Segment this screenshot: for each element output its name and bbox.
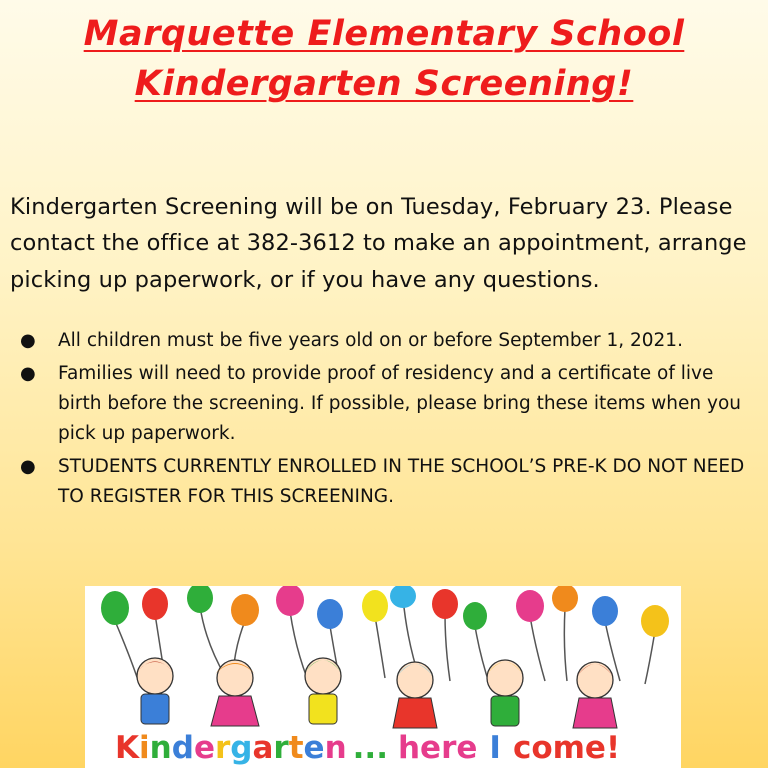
bullet-icon: ● xyxy=(20,330,36,351)
title-line-2: Kindergarten Screening! xyxy=(134,64,634,104)
kids-with-balloons-illustration xyxy=(85,586,681,768)
kindergarten-illustration xyxy=(85,586,681,768)
list-item xyxy=(0,326,760,356)
list-item-text: Families will need to provide proof of residency and a certificate of live birth before the screening. If possible, please bring these items when you pick up paperwork. xyxy=(58,363,741,444)
list-item-text: All children must be five years old on or before September 1, 2021. xyxy=(58,330,683,351)
illustration-caption: Kindergarten ... here I come! xyxy=(115,730,621,766)
children xyxy=(137,658,617,728)
bullet-icon: ● xyxy=(20,456,36,477)
list-item-text: STUDENTS CURRENTLY ENROLLED IN THE SCHOOL’S PRE-K DO NOT NEED TO REGISTER FOR THIS SCREENING. xyxy=(58,456,745,507)
intro-paragraph: Kindergarten Screening will be on Tuesday, February 23. Please contact the office at 382-3612 to make an appointment, arrange picking up paperwork, or if you have any questions. xyxy=(10,193,747,293)
title-line-1: Marquette Elementary School xyxy=(83,14,685,54)
list-item xyxy=(0,452,760,512)
list-item xyxy=(0,359,760,449)
requirements-list xyxy=(0,326,760,512)
balloons xyxy=(101,586,669,637)
bullet-icon: ● xyxy=(20,363,36,384)
